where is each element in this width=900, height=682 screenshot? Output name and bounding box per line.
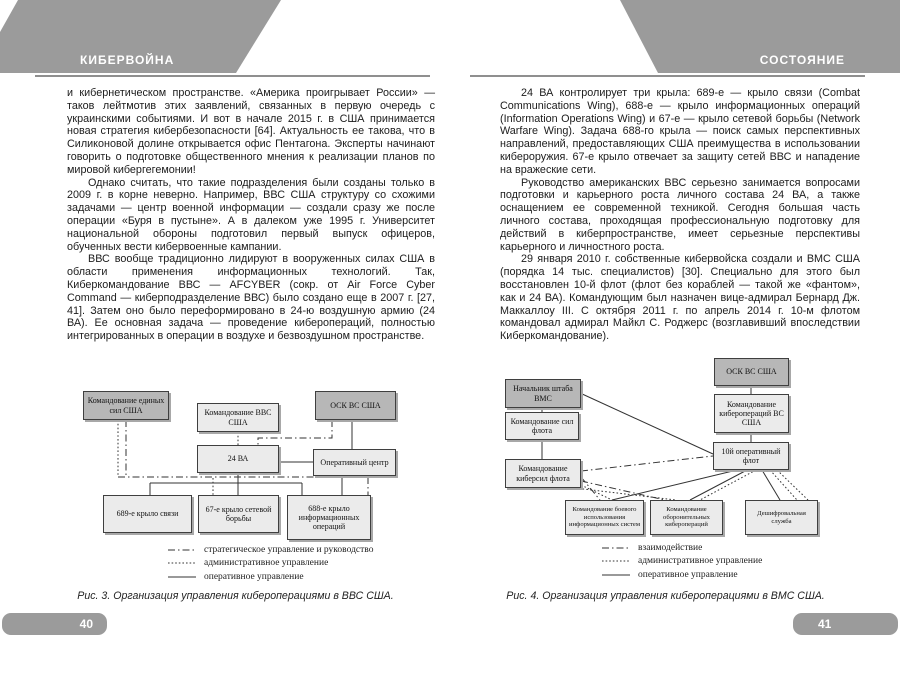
org-box-osk-vs-usa-right: ОСК ВС США bbox=[714, 358, 789, 386]
solid-line-sample bbox=[602, 573, 630, 577]
dashdot-line-sample bbox=[602, 546, 630, 550]
legend-row bbox=[602, 555, 762, 569]
org-box-24-va: 24 ВА bbox=[197, 445, 279, 473]
org-box-decryption-service: Дешифровальная служба bbox=[745, 500, 818, 535]
org-box-unified-forces-command: Командование единых сил США bbox=[83, 391, 169, 420]
right-page-number-badge: 41 bbox=[793, 613, 898, 635]
left-running-head: КИБЕРВОЙНА bbox=[80, 53, 175, 67]
legend-label: административное управление bbox=[204, 558, 329, 569]
figure-3-caption: Рис. 3. Организация управления кибероперациями в ВВС США. bbox=[77, 590, 394, 602]
org-box-688-wing: 688-е крыло информационных операций bbox=[287, 495, 371, 540]
legend-row bbox=[168, 543, 373, 557]
legend-row bbox=[602, 568, 762, 582]
org-box-cyber-operations-command: Командование киберопераций ВС США bbox=[714, 394, 789, 433]
legend-row bbox=[168, 557, 373, 571]
org-box-67-wing: 67-е крыло сетевой борьбы bbox=[198, 495, 279, 533]
paragraph: и кибернетическом пространстве. «Америка проигрывает России» — таков лейтмотив этих заявлений, связанных в первую очередь с украинскими событиями. И вот в начале 2015 г. в США принимается новая стратегия кибербезопасности [64]. Актуальность ее такова, что в Силиконовой долине открывается офис Пентагона. Эксперты начинают говорить о подготовке общественного мнения к реализации планов по мировой кибергегемонии! bbox=[67, 87, 435, 176]
left-header-rule bbox=[35, 75, 430, 77]
paragraph: 24 ВА контролирует три крыла: 689-е — крыло связи (Combat Communications Wing), 688-е — крыло информационных операций (Information Operations Wing) и 67-е — крыло сетевой борьбы (Network Warfare Wing). Задача 688-го крыла — поиск самых перспективных направлений, предоставляющих США преимущества в использовании кибероружия. 67-е крыло отвечает за защиту сетей ВВС и нападение на вражеские сети. bbox=[500, 87, 860, 176]
dashdot-line-sample bbox=[168, 548, 196, 552]
legend-label: административное управление bbox=[638, 556, 763, 567]
right-header-banner bbox=[615, 0, 900, 73]
paragraph: 29 января 2010 г. собственные кибервойска создали и ВМС США (порядка 14 тыс. специалистов) [30]. Специально для этого был восстановлен 10-й флот (флот без кораблей — такой же «фантом», как и 24 ВА). Командующим был назначен вице-адмирал Бернард Дж. Маккаллоу III. С октября 2011 г. по апрель 2014 г. 10-м флотом командовал адмирал Майкл С. Роджерс (возглавивший впоследствии Киберкомандование). bbox=[500, 253, 860, 343]
org-box-usaf-command: Командование ВВС США bbox=[197, 403, 279, 432]
paragraph: ВВС вообще традиционно лидируют в вооруженных силах США в области применения информационных технологий. Так, Киберкомандование ВВС — AFCYBER (сокр. от Air Force Cyber Command — киберподразделение ВВС) было создано еще в 2007 г. [27, 41]. Затем оно было переформировано в 24-ю воздушную армию (24 ВА). Ее основная задача — проведение киберопераций, полностью интегрированных в операции в воздухе и безвоздушном пространстве. bbox=[67, 253, 435, 343]
legend-label: стратегическое управление и руководство bbox=[204, 544, 374, 555]
org-box-navy-chief-of-staff: Начальник штаба ВМС bbox=[505, 379, 581, 408]
legend-label: оперативное управление bbox=[638, 569, 738, 580]
legend-label: взаимодействие bbox=[638, 542, 703, 553]
dotted-line-sample bbox=[168, 561, 196, 565]
solid-line-sample bbox=[168, 575, 196, 579]
org-box-fleet-forces-command: Командование сил флота bbox=[505, 412, 579, 440]
right-text-column bbox=[500, 87, 860, 343]
org-box-10th-fleet: 10й оперативный флот bbox=[713, 442, 789, 470]
org-box-osk-vs-usa: ОСК ВС США bbox=[315, 391, 396, 420]
org-box-combat-info-systems-command: Командование боевого использования информационных систем bbox=[565, 500, 644, 535]
org-box-operations-center: Оперативный центр bbox=[313, 449, 396, 476]
left-text-column bbox=[67, 87, 435, 343]
paragraph: Однако считать, что такие подразделения были созданы только в 2009 г. в корне неверно. Например, ВВС США структуру со схожими задачами — центр военной информации — создали сразу же после операции «Буря в пустыне». А в далеком уже 1995 г. Университет национальной обороны подготовил первый выпуск офицеров, обученных вести кибервоенные кампании. bbox=[67, 176, 435, 253]
figure-4-caption: Рис. 4. Организация управления кибероперациями в ВМС США. bbox=[506, 590, 825, 602]
legend-row bbox=[168, 570, 373, 584]
right-header-rule bbox=[470, 75, 865, 77]
dotted-line-sample bbox=[602, 559, 630, 563]
right-running-head: СОСТОЯНИЕ bbox=[759, 53, 845, 67]
paragraph: Руководство американских ВВС серьезно занимается вопросами подготовки и карьерного роста личного состава 24 ВА, а также оснащением ее современной техникой. Сегодня большая часть личного состава, проходящая профессиональную подготовку для действий в киберпространстве, имеет серьезные перспективы карьерного и личностного роста. bbox=[500, 176, 860, 253]
org-box-689-wing: 689-е крыло связи bbox=[103, 495, 192, 533]
org-box-defensive-cyber-ops-command: Командование оборонительных киберопераций bbox=[650, 500, 723, 535]
right-legend bbox=[602, 541, 762, 582]
legend-label: оперативное управление bbox=[204, 571, 304, 582]
left-page-number-badge: 40 bbox=[2, 613, 107, 635]
left-legend bbox=[168, 543, 373, 584]
org-box-fleet-cyber-forces-command: Командование киберсил флота bbox=[505, 459, 581, 488]
legend-row bbox=[602, 541, 762, 555]
